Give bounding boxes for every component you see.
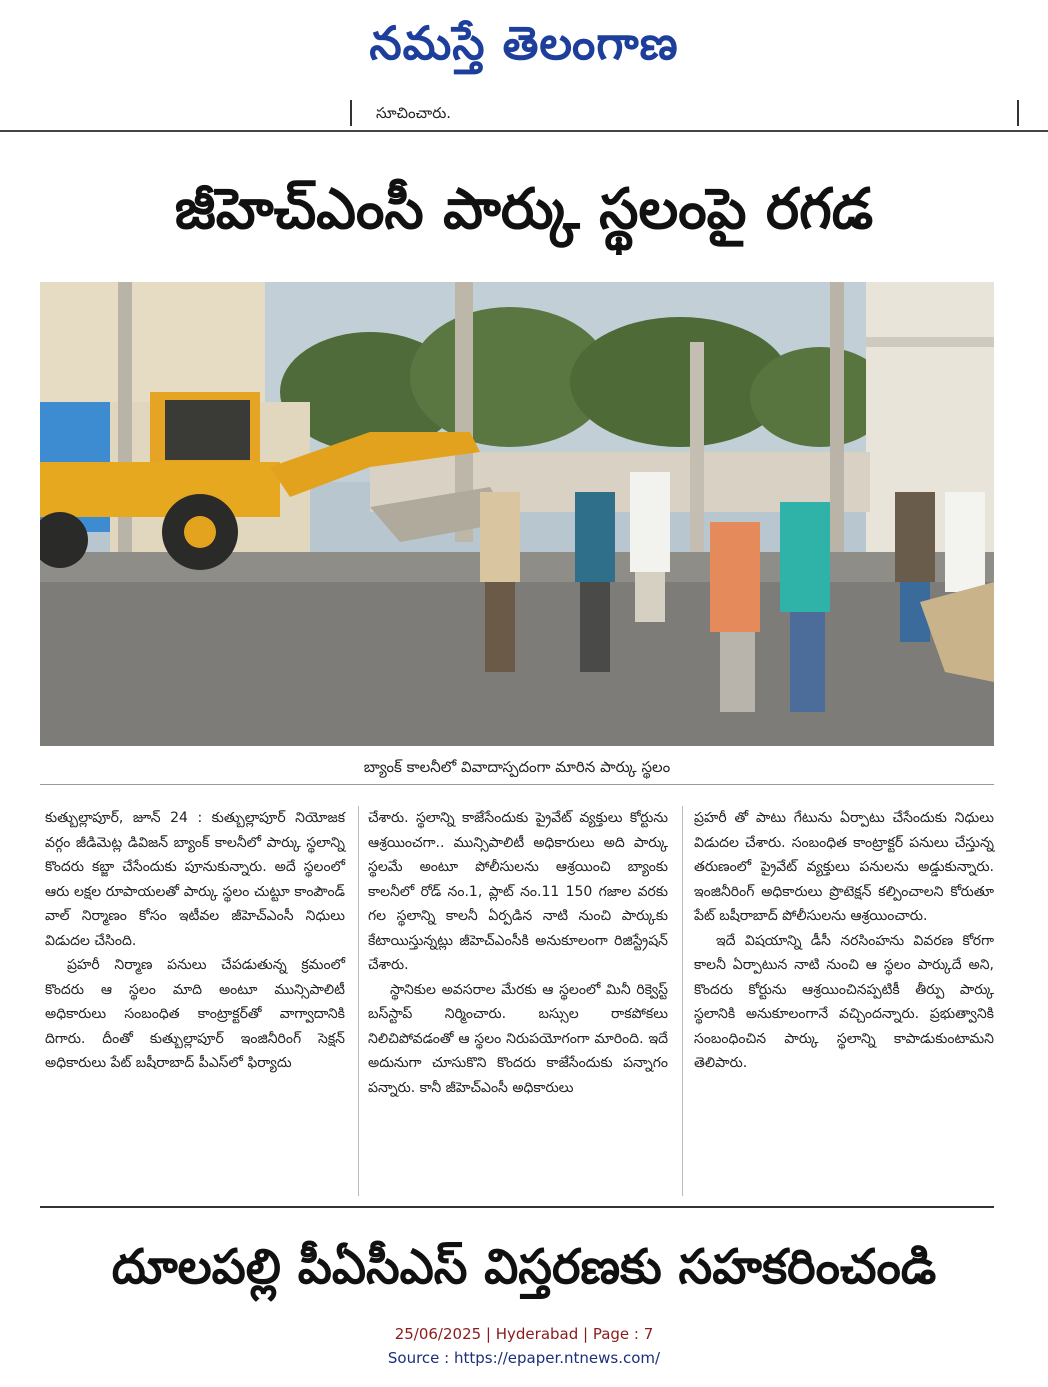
section-rule [40,1206,994,1208]
article-column-1 [45,806,345,1076]
photo-caption: బ్యాంక్ కాలనీలో వివాదాస్పదంగా మారిన పార్కు స్థలం [363,758,671,776]
article-column-2 [368,806,668,1100]
article-paragraph: చేశారు. స్థలాన్ని కాజేసేందుకు ప్రైవేట్ వ్యక్తులు కోర్టును ఆశ్రయించగా.. మున్సిపాలిటీ అధికారులు అది పార్కు స్థలమే అంటూ పోలీసులను ఆశ్రయించి బ్యాంకు కాలనీలో రోడ్ నం.1, ప్లాట్ నం.11 150 గజాల వరకు గల స్థలాన్ని కాలనీ ఏర్పడిన నాటి నుంచి పార్కుకు కేటాయిస్తున్నట్లు జీహెచ్‌ఎంసీకి అనుకూలంగా రిజిస్ట్రేషన్ చేశారు. [368,810,668,973]
article-column-3 [694,806,994,1076]
article-paragraph: ప్రహరీ తో పాటు గేటును ఏర్పాటు చేసేందుకు నిధులు విడుదల చేశారు. సంబంధిత కాంట్రాక్టర్ పనులు చేస్తున్న తరుణంలో ప్రైవేట్ వ్యక్తులు పనులను అడ్డుకున్నారు. ఇంజినీరింగ్ అధికారులు ప్రొటెక్షన్ కల్పించాలని కోరుతూ పేట్ బషీరాబాద్ పోలీసులను ఆశ్రయించారు. [694,810,994,924]
next-article-headline: దూలపల్లి పీఏసీఎస్ విస్తరణకు సహకరించండి [111,1239,937,1295]
news-photo [40,282,994,746]
article-paragraph: స్థానికుల అవసరాల మేరకు ఆ స్థలంలో మినీ రిక్వెస్ట్ బస్‌స్టాప్ నిర్మించారు. బస్సుల రాకపోకలు నిలిచిపోవడంతో ఆ స్థలం నిరుపయోగంగా మారింది. ఇదే అదునుగా చూసుకొని కొందరు కాజేసేందుకు పన్నాగం పన్నారు. కానీ జీహెచ్‌ఎంసీ అధికారులు [368,981,668,1096]
article-paragraph: ఇదే విషయాన్ని డీసీ నరసింహను వివరణ కోరగా కాలనీ ఏర్పాటున నాటి నుంచి ఆ స్థలం పార్కుదే అని, కొందరు కోర్టును ఆశ్రయించినప్పటికీ తీర్పు పార్కు స్థలానికి అనుకూలంగానే వచ్చిందన్నారు. ప్రభుత్వానికి సంబంధించిన పార్కు స్థలాన్ని కాపాడుకుంటామని తెలిపారు. [694,932,994,1071]
column-divider [682,806,683,1196]
footer-date-line: 25/06/2025 | Hyderabad | Page : 7 [394,1325,654,1343]
column-divider-tick [1017,100,1019,126]
article-paragraph: కుత్బుల్లాపూర్, జూన్ 24 : కుత్బుల్లాపూర్ నియోజక వర్గం జీడిమెట్ల డివిజన్ బ్యాంక్ కాలనీలో పార్కు స్థలాన్ని కొందరు కబ్జా చేసేందుకు పూనుకున్నారు. అదే స్థలంలో ఆరు లక్షల రూపాయలతో పార్కు స్థలం చుట్టూ కాంపౌండ్ వాల్ నిర్మాణం కోసం ఇటీవల జీహెచ్‌ఎంసీ నిధులు విడుదల చేసింది. [45,810,345,949]
footer-source-line: Source : https://epaper.ntnews.com/ [387,1349,661,1367]
article-headline: జీహెచ్‌ఎంసీ పార్కు స్థలంపై రగడ [174,177,874,242]
column-divider-tick [350,100,352,126]
caption-rule [40,784,994,785]
article-paragraph: ప్రహరీ నిర్మాణ పనులు చేపడుతున్న క్రమంలో కొందరు ఆ స్థలం మాది అంటూ మున్సిపాలిటీ అధికారులు సంబంధిత కాంట్రాక్టర్‌తో వాగ్వాదానికి దిగారు. దీంతో కుత్బుల్లాపూర్ ఇంజినీరింగ్ సెక్షన్ అధికారులు పేట్ బషీరాబాద్ పీఎస్‌లో ఫిర్యాదు [45,957,345,1071]
carry-over-text: సూచించారు. [376,104,452,122]
masthead-rule [0,130,1048,132]
masthead-title: నమస్తే తెలంగాణ [369,16,679,70]
column-divider [358,806,359,1196]
